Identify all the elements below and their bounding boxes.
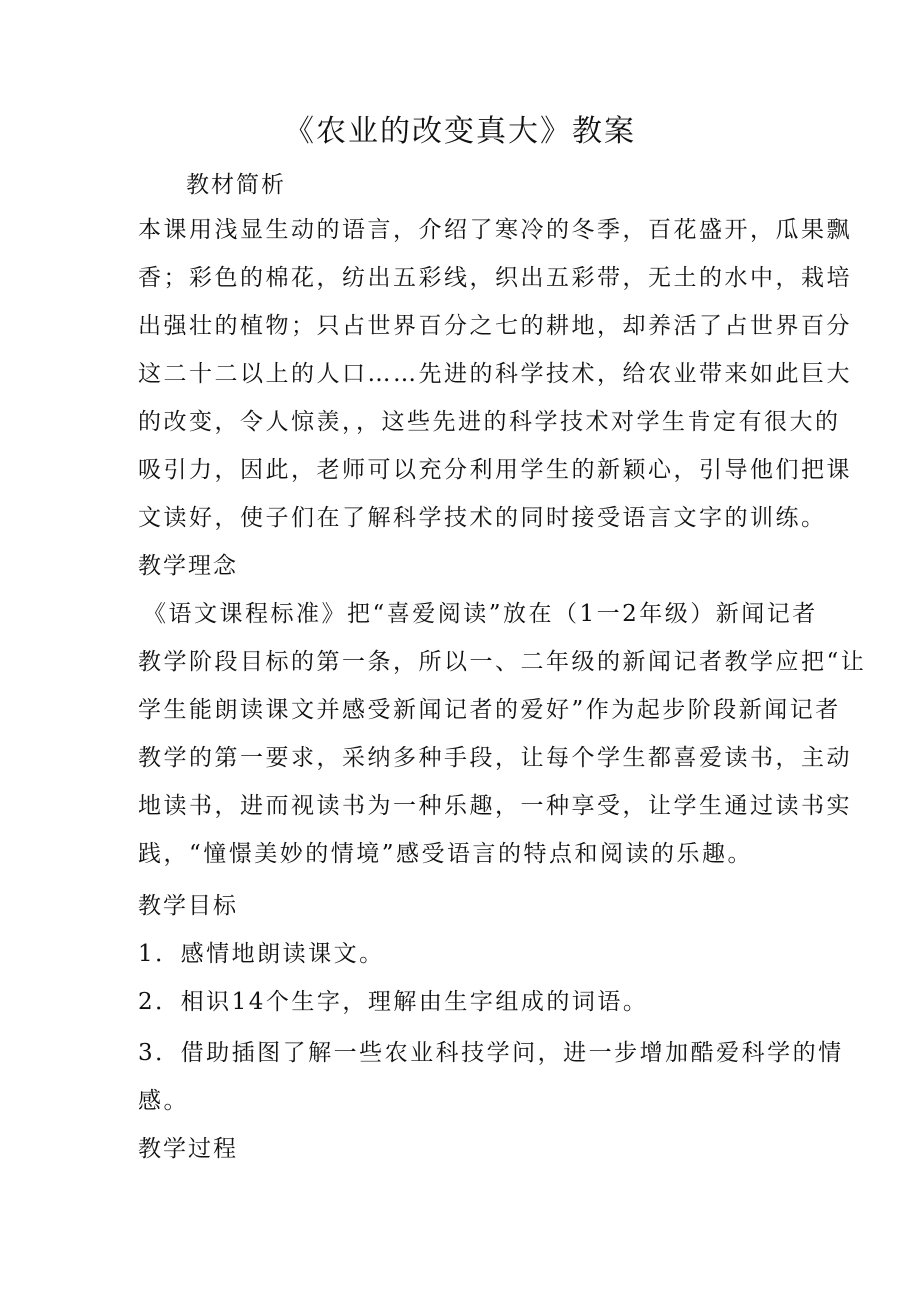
document-title: 《农业的改变真大》教案: [284, 114, 636, 149]
concept-line: 教学的第一要求，采纳多种手段，让每个学生都喜爱读书，主动: [138, 745, 852, 771]
concept-line: 践，“憧憬美妙的情境”感受语言的特点和阅读的乐趣。: [138, 841, 754, 867]
materials-line: 出强壮的植物；只占世界百分之七的耕地，却养活了占世界百分: [138, 313, 852, 339]
concept-line: 地读书，进而视读书为一种乐趣，一种享受，让学生通过读书实: [138, 793, 852, 819]
materials-line: 的改变，令人惊羡，，这些先进的科学技术对学生肯定有很大的: [138, 409, 841, 435]
materials-line: 吸引力，因此，老师可以充分利用学生的新颖心，引导他们把课: [138, 457, 852, 483]
goal-item: 3．借助插图了解一些农业科技学问，进一步增加酷爱科学的情: [138, 1040, 844, 1066]
process-heading: 教学过程: [138, 1136, 238, 1162]
goal-item: 2．相识14个生字，理解由生字组成的词语。: [138, 989, 649, 1015]
materials-line: 香；彩色的棉花，纺出五彩线，织出五彩带，无土的水中，栽培: [138, 265, 852, 291]
goal-item: 1．感情地朗读课文。: [138, 941, 385, 967]
materials-heading: 教材简析: [186, 172, 286, 198]
materials-line: 这二十二以上的人口……先进的科学技术，给农业带来如此巨大: [138, 361, 852, 387]
concept-line: 教学阶段目标的第一条，所以一、二年级的新闻记者教学应把“让: [138, 649, 867, 675]
concept-line: 《语文课程标准》把“喜爱阅读”放在（1一2年级）新闻记者: [143, 601, 818, 627]
goals-heading: 教学目标: [138, 893, 238, 919]
materials-line: 本课用浅显生动的语言，介绍了寒冷的冬季，百花盛开，瓜果飘: [138, 217, 852, 243]
concept-line: 学生能朗读课文并感受新闻记者的爱好”作为起步阶段新闻记者: [138, 697, 841, 723]
materials-line: 文读好，使子们在了解科学技术的同时接受语言文字的训练。: [138, 505, 827, 531]
concept-heading: 教学理念: [138, 553, 238, 579]
goal-item: 感。: [138, 1088, 189, 1114]
